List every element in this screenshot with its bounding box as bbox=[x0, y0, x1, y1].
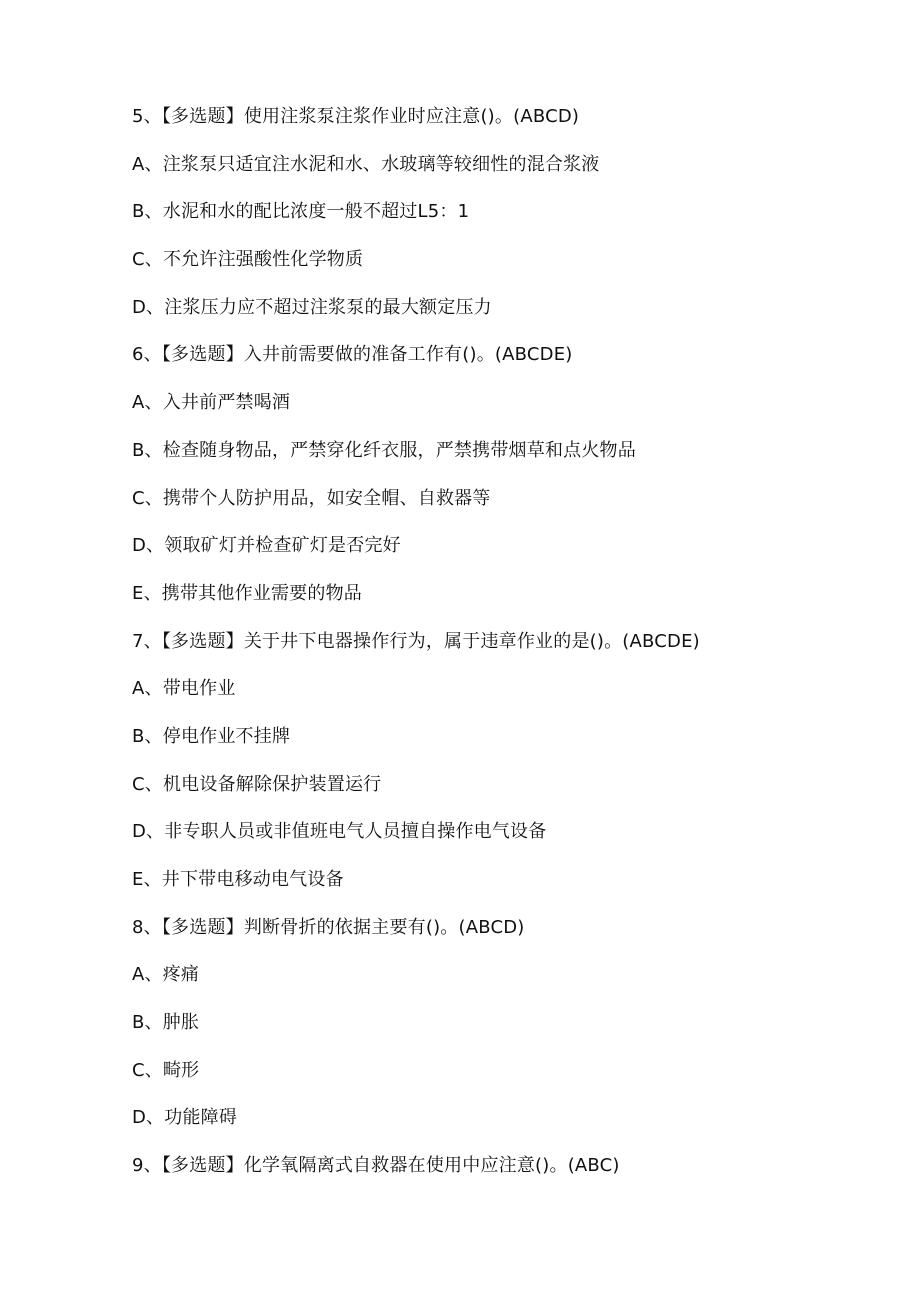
q5-option-a: A、注浆泵只适宜注水泥和水、水玻璃等较细性的混合浆液 bbox=[132, 153, 600, 175]
q7-option-b: B、停电作业不挂牌 bbox=[132, 725, 291, 747]
q6-option-c: C、携带个人防护用品，如安全帽、自救器等 bbox=[132, 487, 491, 509]
q6-option-d: D、领取矿灯并检查矿灯是否完好 bbox=[132, 535, 401, 557]
q7-option-a: A、带电作业 bbox=[132, 678, 236, 700]
q7-option-e: E、井下带电移动电气设备 bbox=[132, 869, 344, 890]
q6-option-b: B、检查随身物品，严禁穿化纤衣服，严禁携带烟草和点火物品 bbox=[132, 439, 636, 461]
q6-option-a: A、入井前严禁喝酒 bbox=[132, 392, 291, 414]
q5-option-c: C、不允许注强酸性化学物质 bbox=[132, 249, 364, 271]
question-7: 7、【多选题】关于井下电器操作行为，属于违章作业的是()。(ABCDE) bbox=[132, 630, 700, 652]
q8-option-b: B、肿胀 bbox=[132, 1012, 200, 1034]
q8-option-d: D、功能障碍 bbox=[132, 1107, 238, 1129]
question-9: 9、【多选题】化学氧隔离式自救器在使用中应注意()。(ABC) bbox=[132, 1155, 620, 1177]
question-list bbox=[132, 103, 892, 1200]
q7-option-d: D、非专职人员或非值班电气人员擅自操作电气设备 bbox=[132, 821, 547, 843]
q5-option-d: D、注浆压力应不超过注浆泵的最大额定压力 bbox=[132, 296, 492, 318]
question-8: 8、【多选题】判断骨折的依据主要有()。(ABCD) bbox=[132, 916, 525, 938]
q5-option-b: B、水泥和水的配比浓度一般不超过L5：1 bbox=[132, 201, 470, 223]
q8-option-c: C、畸形 bbox=[132, 1059, 200, 1081]
question-5: 5、【多选题】使用注浆泵注浆作业时应注意()。(ABCD) bbox=[132, 106, 580, 127]
q8-option-a: A、疼痛 bbox=[132, 964, 200, 986]
q7-option-c: C、机电设备解除保护装置运行 bbox=[132, 773, 382, 795]
question-6: 6、【多选题】入井前需要做的准备工作有()。(ABCDE) bbox=[132, 344, 573, 366]
q6-option-e: E、携带其他作业需要的物品 bbox=[132, 582, 362, 604]
